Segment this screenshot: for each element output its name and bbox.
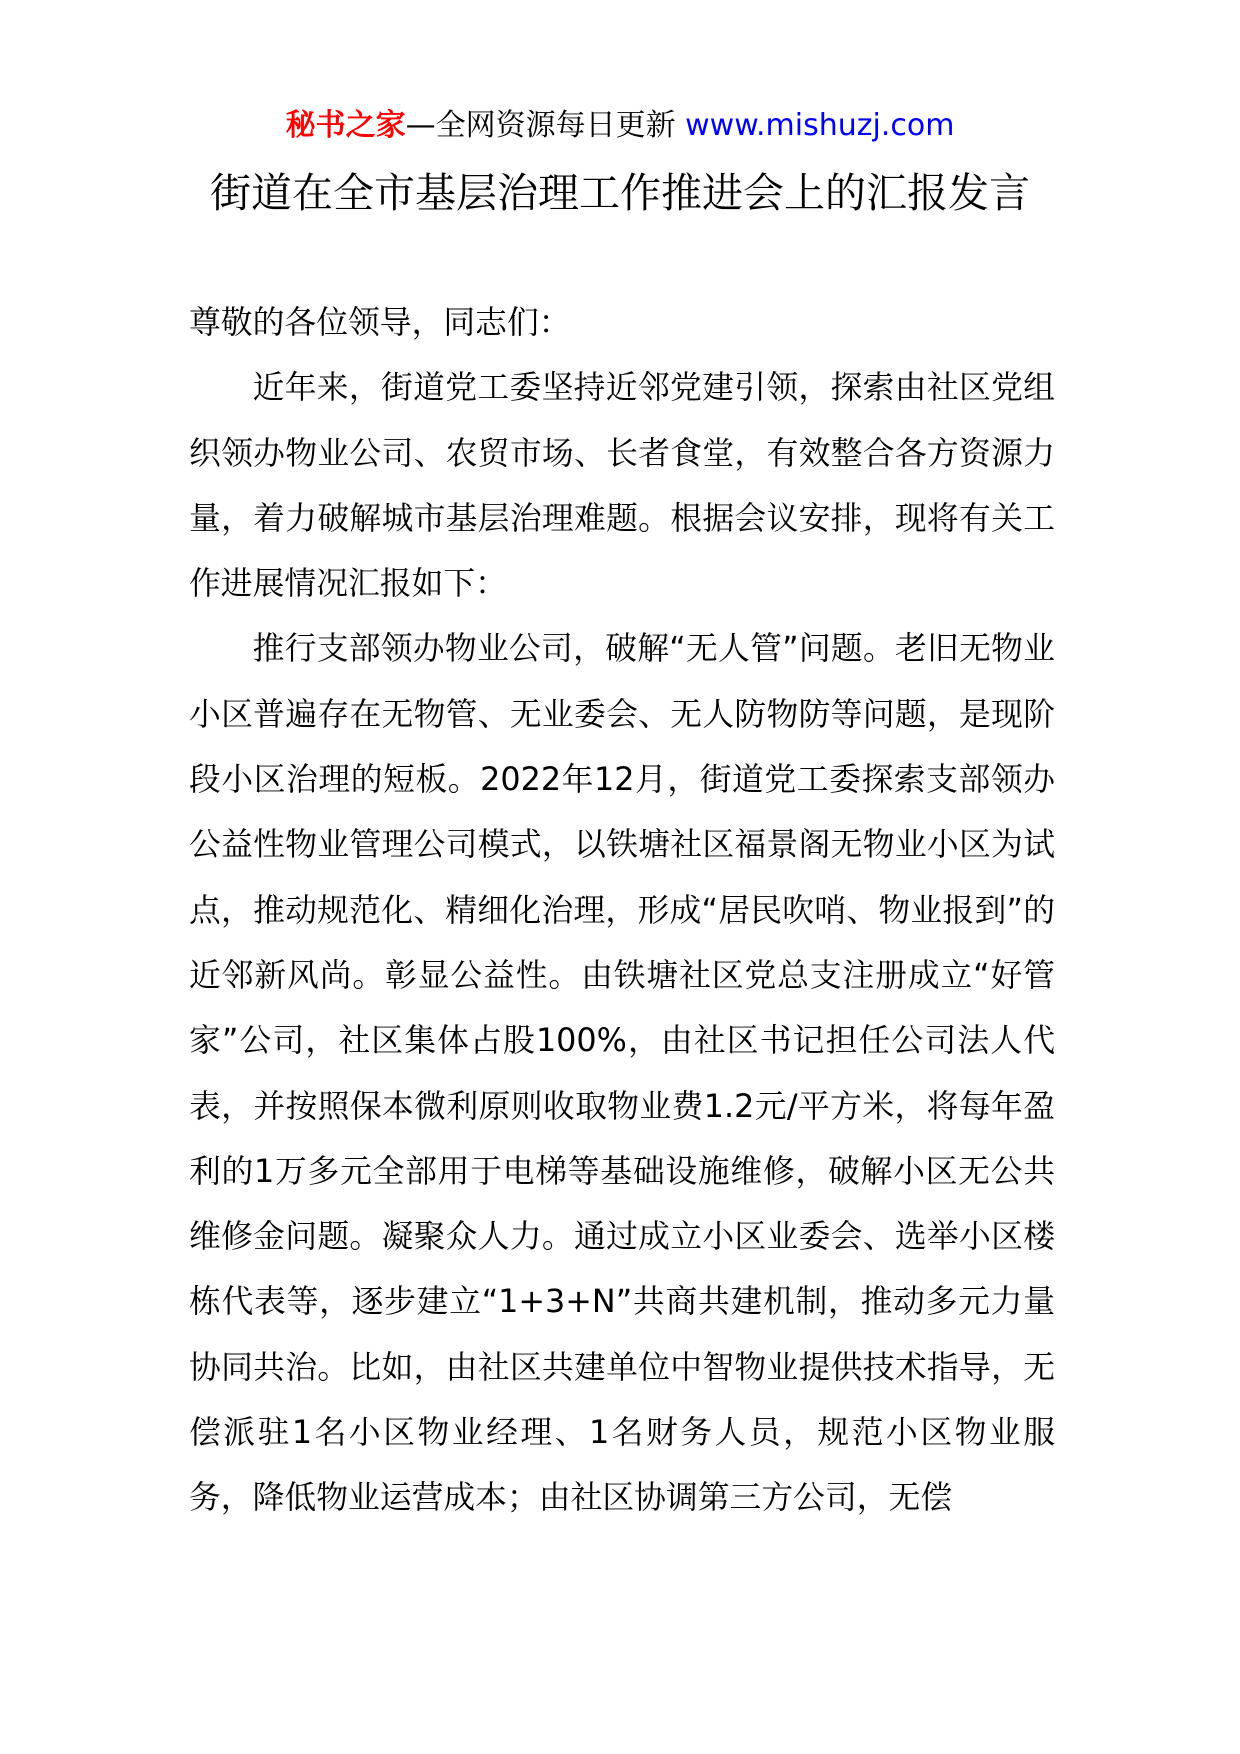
document-body <box>189 290 1055 1531</box>
site-url-link[interactable]: www.mishuzj.com <box>685 108 955 143</box>
brand-name: 秘书之家 <box>285 108 406 143</box>
greeting: 尊敬的各位领导，同志们： <box>189 304 571 341</box>
header-slogan: —全网资源每日更新 <box>405 108 676 143</box>
site-header <box>0 96 1240 156</box>
document-title: 街道在全市基层治理工作推进会上的汇报发言 <box>210 169 1030 217</box>
paragraph-property-company: 推行支部领办物业公司，破解“无人管”问题。老旧无物业小区普遍存在无物管、无业委会、无人防物防等问题，是现阶段小区治理的短板。2022年12月，街道党工委探索支部领办公益性物业管理公司模式，以铁塘社区福景阁无物业小区为试点，推动规范化、精细化治理，形成“居民吹哨、物业报到”的近邻新风尚。彰显公益性。由铁塘社区党总支注册成立“好管家”公司，社区集体占股100%，由社区书记担任公司法人代表，并按照保本微利原则收取物业费1.2元/平方米，将每年盈利的1万多元全部用于电梯等基础设施维修，破解小区无公共维修金问题。凝聚众人力。通过成立小区业委会、选举小区楼栋代表等，逐步建立“1+3+N”共商共建机制，推动多元力量协同共治。比如，由社区共建单位中智物业提供技术指导，无偿派驻1名小区物业经理、1名财务人员，规范小区物业服务，降低物业运营成本；由社区协调第三方公司，无偿 <box>189 630 1055 1517</box>
paragraph-intro: 近年来，街道党工委坚持近邻党建引领，探索由社区党组织领办物业公司、农贸市场、长者食堂，有效整合各方资源力量，着力破解城市基层治理难题。根据会议安排，现将有关工作进展情况汇报如下： <box>189 369 1055 603</box>
